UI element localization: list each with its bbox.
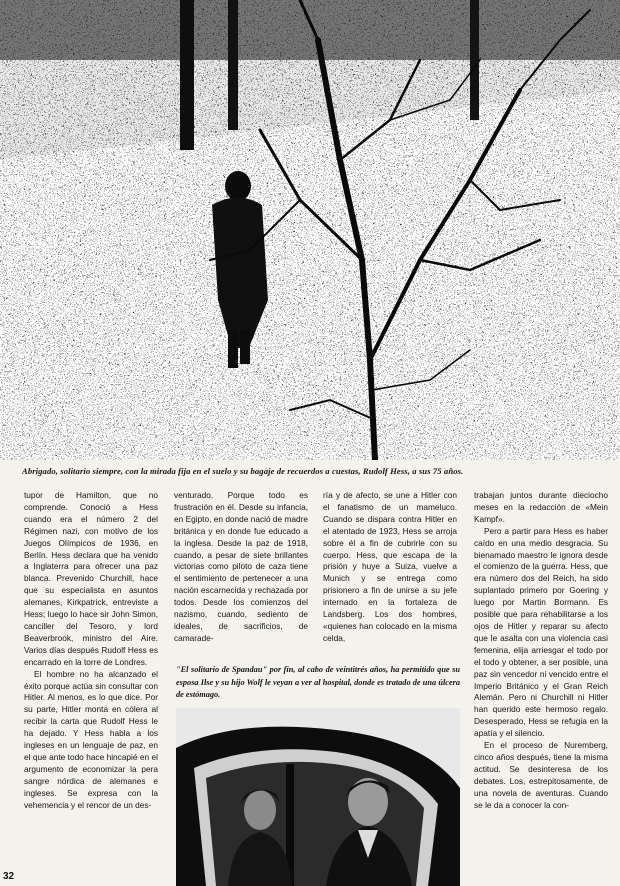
article-paragraph: ría y de afecto, se une a Hitler con el fanatismo de un mameluco. Cuando se dispara contra Hitler en el atentado de 1923, Hess se arroja sobre él a fin de cubrirle con su cuerpo. Hess, que escapa de la prisión y huye a Suiza, vuelve a Munich y se entrega como prisionero a fin de unirse a su jefe internado en la fortaleza de Landsberg. Los dos hombres, «quienes han colocado en la misma celda, [323,490,457,643]
page-number: 32 [3,871,15,882]
article-paragraph: Pero a partir para Hess es haber caído en una medio desgracia. Su bienamado maestro le ignora desde el comienzo de la guerra. Hess, que era número dos del Reich, ha sido suplantado primero por Goering y luego por Martin Bormann. Es posible que para rehabilitarse a los ojos de Hitler y reparar su afecto que le asalta con una violencia casi femenina, elija arriesgar el todo por el todo y obtener, a ser posible, una paz sin vencedor ni vencido entre el Imperio Británico y el Gran Reich Alemán. Pero ni Churchill ni Hitler han querido este hermoso regalo. Desesperado, Hess se refugia en la apatía y el silencio. [474,525,608,739]
article-paragraph: tupor de Hamilton, que no comprende. Conoció a Hess cuando era el número 2 del Régimen nazi, con motivo de los Juegos Olímpicos de 1936, en Berlín. Hess declara que ha venido a Inglaterra para ofrecer una paz blanca. Prevenido Churchill, hace que su especialista en asuntos alemanes, Kirkpatrick, entreviste a Hess; luego lo hace sir John Simon, canciller del Tesoro, y lord Beaverbrook, ministro del Aire. Varios días después Rudolf Hess es encarrado en la torre de Londres. [24,490,158,667]
article-column-2 [174,490,308,658]
article-paragraph: En el proceso de Nuremberg, cinco años después, tiene la misma actitud. Se desinteresa de los debates. Los, estrepitosamente, de una novela de aventuras. Cuando se le da a conocer la con- [474,740,608,810]
article-column-1 [24,490,158,882]
inset-photo-caption: "El solitario de Spandau" por fin, al cabo de veintitrés años, ha permitido que su esposa Ilse y su hijo Wolf le veyan a ver al hospital, donde es tratado de una úlcera de estómago. [176,665,460,700]
photo-caption: Abrigado, solitario siempre, con la mirada fija en el suelo y su bagaje de recuerdos a cuestas, Rudolf Hess, a sus 75 años. [22,466,464,476]
article-column-3 [323,490,457,658]
article-paragraph: trabajan juntos durante dieciocho meses en la redacción de «Mein Kampf». [474,490,608,524]
article-paragraph: venturado. Porque todo es frustración en él. Desde su infancia, en Egipto, en donde nació de madre británica y en donde fue educado a la inglesa. Desde la paz de 1918, cuando, a pesar de siete brillantes victorias como piloto de caza tiene el sentimiento de pertenecer a una nación escarnecida y rechazada por todos. Desde los comienzos del nazismo, cuando, sediento de ideales, de sacrificios, de camarade- [174,490,308,643]
car-window-photo [176,708,460,886]
article-paragraph: El hombre no ha alcanzado el éxito porque actúa sin consultar con Hitler. Al menos, es lo que dice. Por su parte, Hitler monta en cólera al recibir la carta que Rudolf Hess le ha dejado. Y Hess habla a los ingleses en un lenguaje de paz, en el que ante todo hace hincapié en el argumento de economizar la pera sangre nórdica de alemanes e ingleses. Se expresa con la vehemencia y el rencor de un des- [24,668,158,810]
article-column-4 [474,490,608,882]
